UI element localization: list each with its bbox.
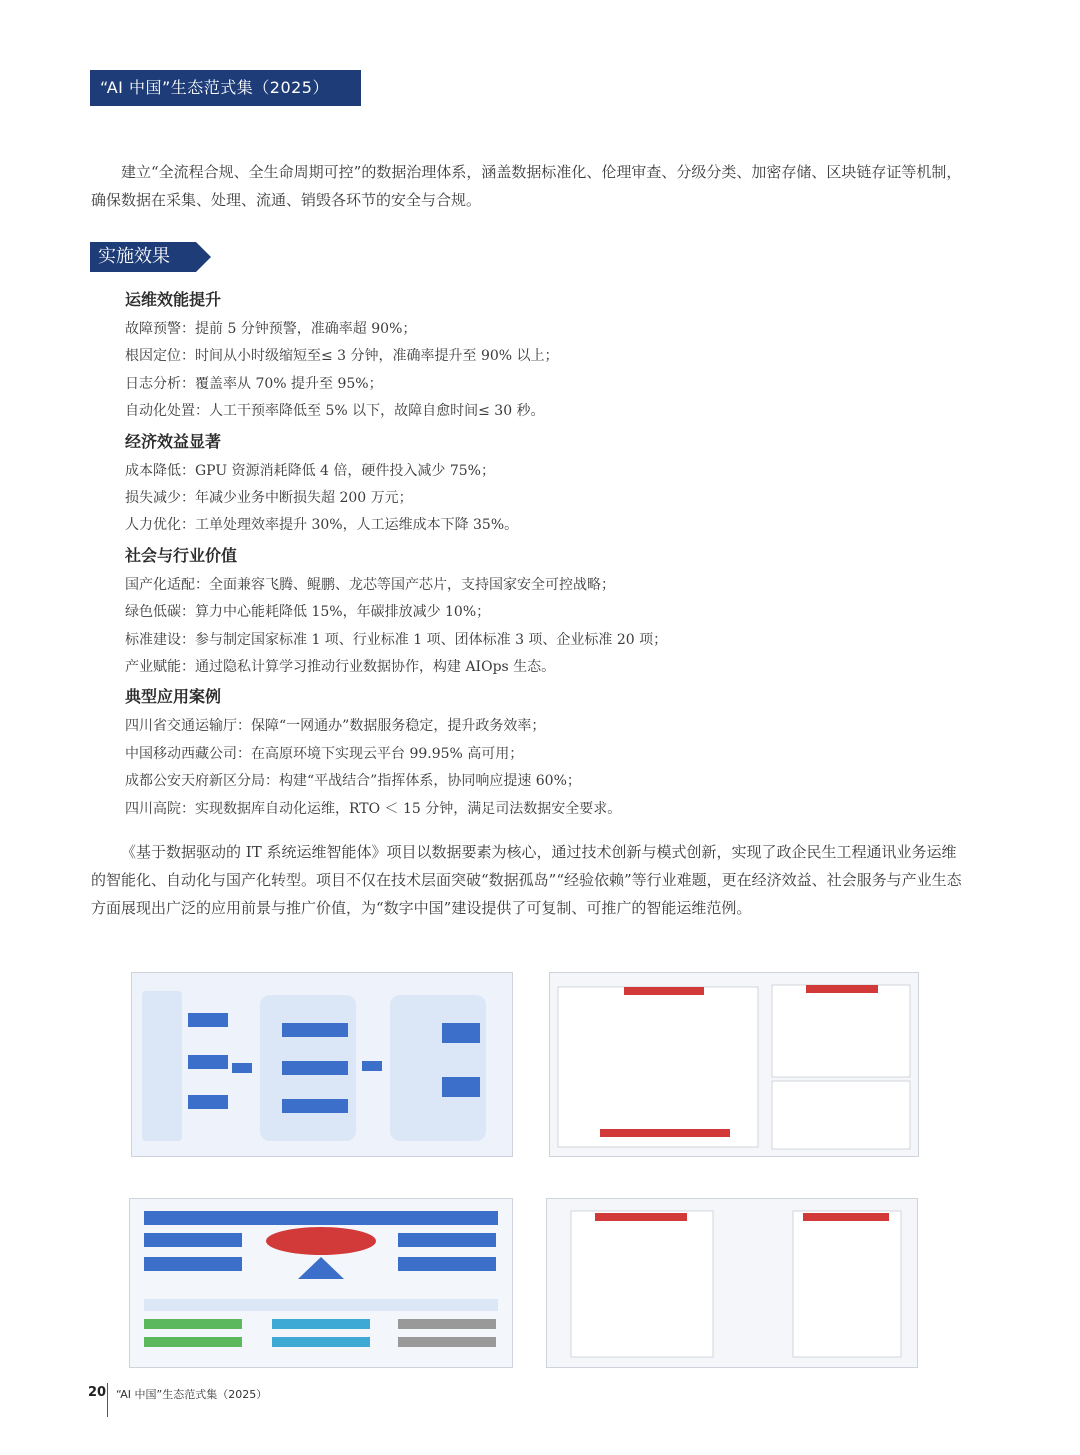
result-item: 成本降低：GPU 资源消耗降低 4 倍，硬件投入减少 75%；	[125, 462, 495, 479]
intro-paragraph: 建立“全流程合规、全生命周期可控”的数据治理体系，涵盖数据标准化、伦理审查、分级分类、加密存储、区块链存证等机制，确保数据在采集、处理、流通、销毁各环节的安全与合规。	[91, 163, 962, 209]
result-item: 绿色低碳：算力中心能耗降低 15%，年碳排放减少 10%；	[125, 604, 491, 621]
group-heading: 运维效能提升	[125, 290, 222, 309]
figure-certificates-bottom	[546, 1198, 918, 1368]
section-title	[90, 242, 212, 272]
result-item: 根因定位：时间从小时级缩短至≤ 3 分钟，准确率提升至 90% 以上；	[125, 348, 559, 365]
footer-title: “AI 中国”生态范式集（2025）	[116, 1388, 268, 1401]
results-content	[125, 286, 965, 825]
result-group	[125, 542, 965, 682]
section-title-label: 实施效果	[98, 246, 170, 267]
figure-platform-diagram	[129, 1198, 513, 1368]
group-heading: 经济效益显著	[125, 431, 222, 451]
result-item: 产业赋能：通过隐私计算学习推动行业数据协作，构建 AIOps 生态。	[125, 659, 556, 676]
result-group	[125, 286, 965, 426]
result-item: 四川高院：实现数据库自动化运维，RTO ＜ 15 分钟，满足司法数据安全要求。	[125, 800, 622, 817]
group-heading: 典型应用案例	[125, 687, 222, 707]
result-item: 自动化处置：人工干预率降低至 5% 以下，故障自愈时间≤ 30 秒。	[125, 403, 545, 420]
page-number: 20	[88, 1385, 107, 1400]
figure-certificates-top	[549, 972, 919, 1157]
result-item: 损失减少：年减少业务中断损失超 200 万元；	[125, 490, 413, 507]
header-banner: “AI 中国”生态范式集（2025）	[90, 70, 361, 106]
result-item: 四川省交通运输厅：保障“一网通办”数据服务稳定，提升政务效率；	[125, 718, 546, 735]
result-item: 成都公安天府新区分局：构建“平战结合”指挥体系，协同响应提速 60%；	[125, 773, 581, 790]
result-item: 日志分析：覆盖率从 70% 提升至 95%；	[125, 375, 383, 392]
result-group	[125, 683, 965, 823]
result-item: 人力优化：工单处理效率提升 30%，人工运维成本下降 35%。	[125, 517, 519, 534]
result-item: 标准建设：参与制定国家标准 1 项、行业标准 1 项、团体标准 3 项、企业标准 20 项；	[125, 631, 668, 648]
closing-paragraph: 《基于数据驱动的 IT 系统运维智能体》项目以数据要素为核心，通过技术创新与模式创新，实现了政企民生工程通讯业务运维的智能化、自动化与国产化转型。项目不仅在技术层面突破“数据孤岛”“经验依赖”等行业难题，更在经济效益、社会服务与产业生态方面展现出广泛的应用前景与推广价值，为“数字中国”建设提供了可复制、可推广的智能运维范例。	[91, 843, 962, 917]
group-heading: 社会与行业价值	[125, 545, 238, 565]
result-item: 国产化适配：全面兼容飞腾、鲲鹏、龙芯等国产芯片，支持国家安全可控战略；	[125, 576, 615, 593]
footer-divider	[107, 1383, 108, 1417]
result-item: 中国移动西藏公司：在高原环境下实现云平台 99.95% 高可用；	[125, 745, 524, 762]
figure-architecture-diagram	[131, 972, 513, 1157]
result-group	[125, 428, 965, 540]
result-item: 故障预警：提前 5 分钟预警，准确率超 90%；	[125, 321, 417, 337]
